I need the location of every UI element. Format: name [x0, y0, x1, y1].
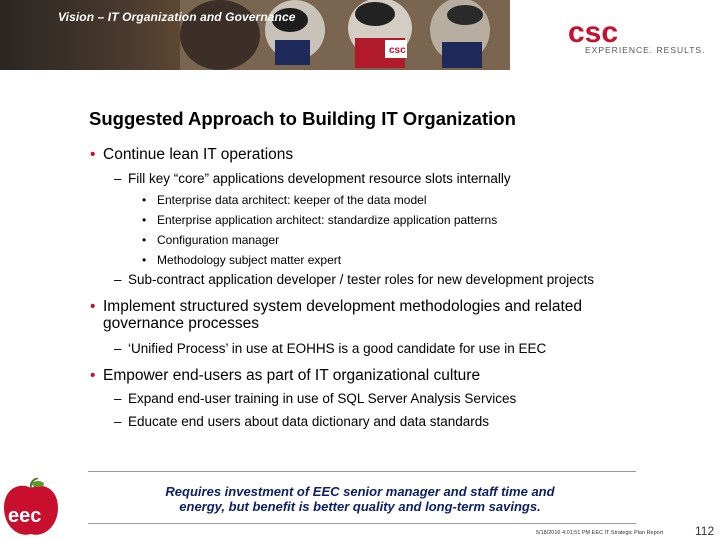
eec-logo [0, 478, 62, 540]
subsub-bullet [90, 213, 690, 227]
dash-icon: – [114, 414, 122, 429]
slide-content [90, 146, 690, 436]
bullet-dot-icon: • [90, 298, 96, 315]
callout-line-1: Requires investment of EEC senior manager and staff time and [165, 484, 555, 499]
bullet-3-text: Empower end-users as part of IT organizational culture [103, 367, 481, 384]
subsub-bullet [90, 233, 690, 247]
dash-icon: – [114, 272, 122, 287]
bullet-2-text: Implement structured system development methodologies and related governance processes [103, 298, 583, 332]
sub-bullet-2-1 [90, 341, 690, 357]
banner-title: Vision – IT Organization and Governance [58, 10, 296, 24]
logo-tagline: EXPERIENCE. RESULTS. [585, 45, 706, 55]
bullet-1-text: Continue lean IT operations [103, 146, 294, 163]
bullet-dot-icon: • [90, 146, 96, 163]
csc-logo [564, 14, 704, 64]
subsub-bullet-text: Methodology subject matter expert [157, 253, 342, 267]
sub-bullet-1-2 [90, 272, 648, 288]
bullet-dot-icon: • [142, 233, 147, 247]
subsub-bullet-text: Enterprise data architect: keeper of the data model [157, 193, 427, 207]
eec-logo-text: eec [8, 505, 42, 527]
callout-text [100, 484, 620, 514]
csc-logo-text: csc [568, 16, 619, 49]
sub-bullet-1-1 [90, 171, 690, 187]
bullet-3 [90, 367, 690, 384]
subsub-bullet [90, 253, 690, 267]
sub-bullet-1-1-text: Fill key “core” applications development resource slots internally [128, 171, 511, 186]
sub-bullet-3-1-text: Expand end-user training in use of SQL Server Analysis Services [128, 391, 517, 406]
callout-top-rule [88, 471, 636, 472]
page-number: 112 [695, 524, 715, 538]
callout-bottom-rule [88, 523, 636, 524]
sub-bullet-3-2 [90, 414, 690, 430]
sub-bullet-3-1 [90, 391, 690, 407]
callout-line-2: energy, but benefit is better quality and long-term savings. [179, 499, 541, 514]
sub-bullet-1-2-text: Sub-contract application developer / tester roles for new development projects [128, 272, 595, 287]
bullet-dot-icon: • [142, 253, 147, 267]
dash-icon: – [114, 171, 122, 186]
sub-bullet-2-1-text: ‘Unified Process’ in use at EOHHS is a good candidate for use in EEC [128, 341, 547, 356]
svg-text:csc: csc [389, 45, 406, 56]
slide-title: Suggested Approach to Building IT Organization [89, 108, 516, 129]
dash-icon: – [114, 341, 122, 356]
subsub-bullet-text: Configuration manager [157, 233, 280, 247]
footer-file-info: 5/18/2016 4:01:51 PM EEC IT Strategic Plan Report [536, 530, 664, 536]
bullet-dot-icon: • [142, 213, 147, 227]
dash-icon: – [114, 391, 122, 406]
subsub-bullet-text: Enterprise application architect: standardize application patterns [157, 213, 498, 227]
subsub-bullet [90, 193, 690, 207]
sub-bullet-3-2-text: Educate end users about data dictionary and data standards [128, 414, 489, 429]
bullet-dot-icon: • [90, 367, 96, 384]
bullet-dot-icon: • [142, 193, 147, 207]
bullet-2 [90, 298, 633, 332]
bullet-1 [90, 146, 690, 163]
